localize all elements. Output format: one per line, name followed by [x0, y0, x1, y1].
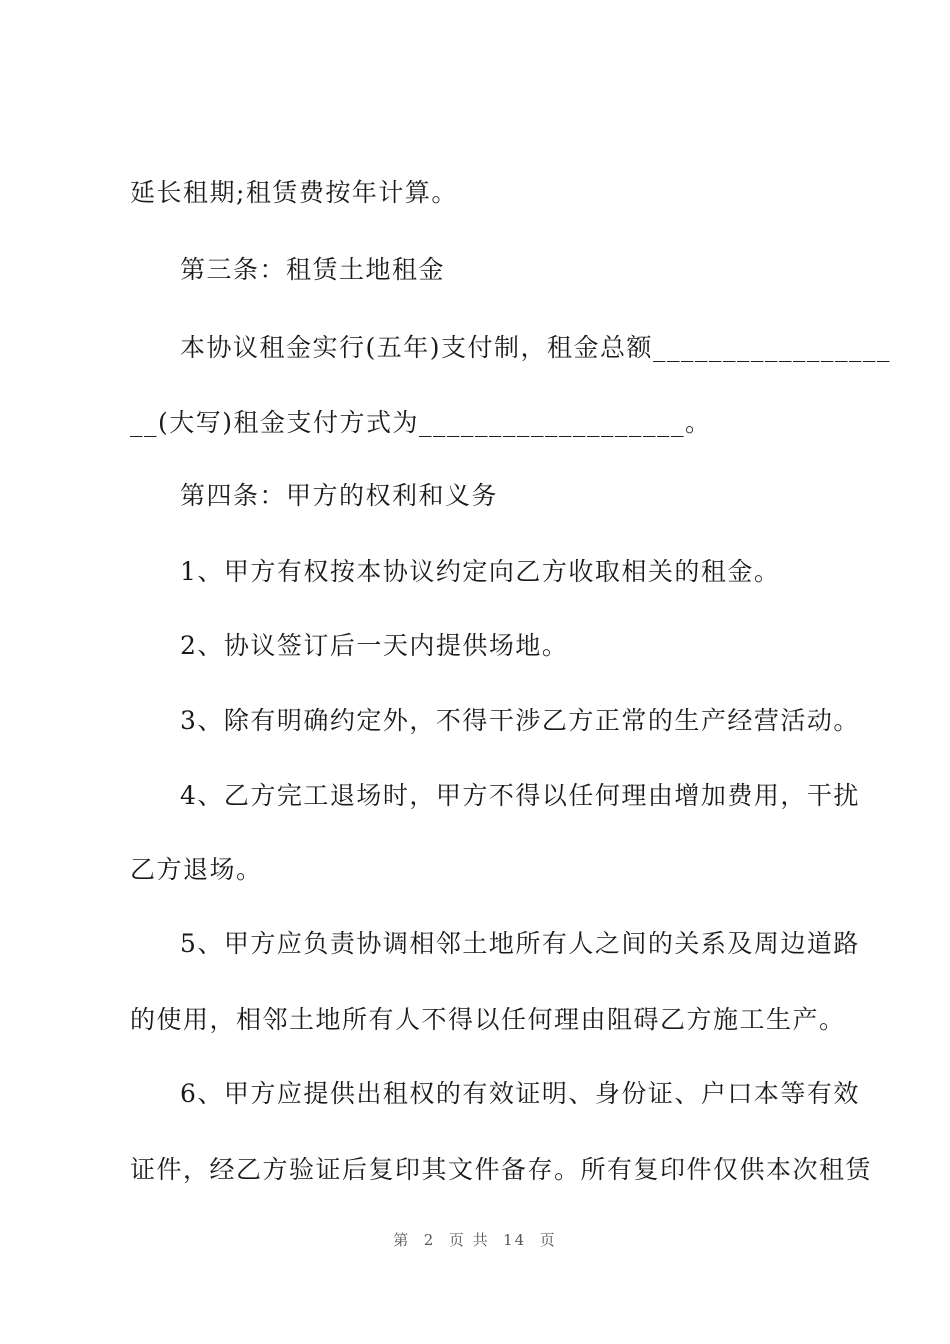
text-line: 证件，经乙方验证后复印其文件备存。所有复印件仅供本次租赁 [130, 1155, 873, 1184]
text-line: 4、乙方完工退场时，甲方不得以任何理由增加费用，干扰 [180, 781, 860, 810]
text-line: 3、除有明确约定外，不得干涉乙方正常的生产经营活动。 [180, 706, 860, 735]
section-heading: 第三条：租赁土地租金 [180, 255, 446, 284]
text-line: 的使用，相邻土地所有人不得以任何理由阻碍乙方施工生产。 [130, 1005, 846, 1034]
text-line: 5、甲方应负责协调相邻土地所有人之间的关系及周边道路 [180, 929, 860, 958]
text-line: 本协议租金实行(五年)支付制，租金总额_________________ [180, 333, 892, 362]
text-line: 乙方退场。 [130, 855, 263, 884]
page-number-footer: 第 2 页 共 14 页 [393, 1231, 557, 1249]
text-line: 2、协议签订后一天内提供场地。 [180, 631, 569, 660]
text-line: __(大写)租金支付方式为___________________。 [130, 408, 712, 437]
text-line: 6、甲方应提供出租权的有效证明、身份证、户口本等有效 [180, 1079, 860, 1108]
section-heading: 第四条：甲方的权利和义务 [180, 481, 499, 510]
text-line: 延长租期;租赁费按年计算。 [130, 178, 458, 207]
text-line: 1、甲方有权按本协议约定向乙方收取相关的租金。 [180, 557, 781, 586]
